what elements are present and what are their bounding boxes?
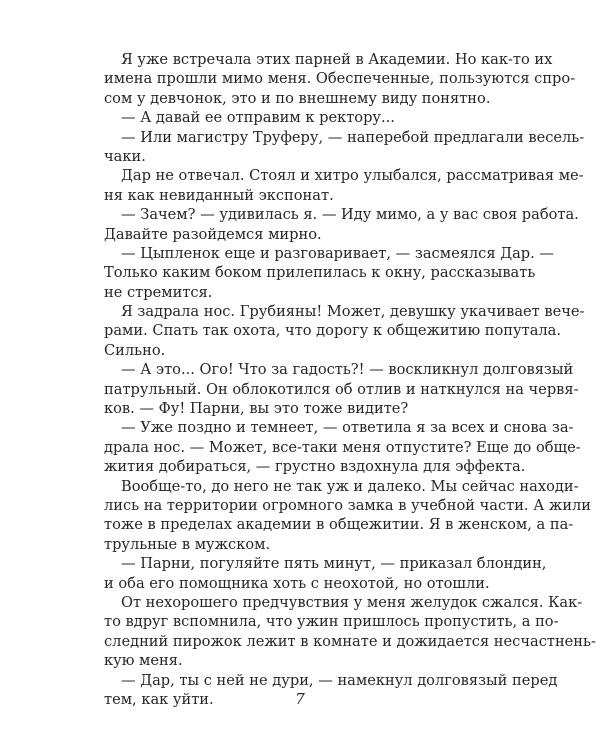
paragraph: [87, 166, 584, 205]
text-line: чаки.: [104, 147, 146, 165]
paragraph: [87, 128, 585, 167]
text-line: жития добираться, — грустно вздохнула для эффекта.: [104, 458, 526, 476]
text-line: драла нос. — Может, все-таки меня отпустите? Еще до обще-: [104, 438, 581, 456]
text-line: рами. Спать так охота, что дорогу к общежитию попутала.: [104, 322, 562, 340]
text-line: сом у девчонок, это и по внешнему виду понятно.: [104, 89, 491, 107]
text-line: и оба его помощника хоть с неохотой, но отошли.: [104, 574, 490, 592]
paragraph: [87, 418, 581, 476]
text-line: лись на территории огромного замка в учебной части. А жили: [104, 496, 592, 514]
text-line: От нехорошего предчувствия у меня желудок сжался. Как-: [121, 593, 583, 611]
page-number: 7: [295, 690, 305, 708]
text-line: — Цыпленок еще и разговаривает, — засмеялся Дар. —: [121, 244, 554, 262]
paragraph: [87, 593, 596, 671]
body-text: [87, 50, 596, 709]
text-line: Вообще-то, до него не так уж и далеко. Мы сейчас находи-: [121, 477, 579, 495]
text-line: имена прошли мимо меня. Обеспеченные, пользуются спро-: [104, 70, 576, 88]
text-line: то вдруг вспомнила, что ужин пришлось пропустить, а по-: [104, 613, 559, 631]
text-line: — Уже поздно и темнеет, — ответила я за всех и снова за-: [121, 419, 574, 437]
text-line: ня как невиданный экспонат.: [104, 186, 334, 204]
paragraph: [87, 302, 585, 360]
text-line: ков. — Фу! Парни, вы это тоже видите?: [104, 400, 409, 418]
paragraph: [87, 360, 579, 418]
text-line: Дар не отвечал. Стоял и хитро улыбался, рассматривая ме-: [121, 167, 584, 185]
paragraph: [87, 554, 547, 593]
text-line: кую меня.: [104, 652, 183, 670]
paragraph: [87, 50, 576, 108]
text-line: Только каким боком прилепилась к окну, рассказывать: [104, 264, 536, 282]
text-line: Давайте разойдемся мирно.: [104, 225, 322, 243]
text-line: Сильно.: [104, 341, 166, 359]
text-line: трульные в мужском.: [104, 535, 271, 553]
paragraph: [87, 244, 554, 302]
text-line: — Или магистру Труферу, — наперебой предлагали весель-: [121, 128, 585, 146]
text-line: тоже в пределах академии в общежитии. Я в женском, а па-: [104, 516, 574, 534]
text-line: Я задрала нос. Грубияны! Может, девушку укачивает вече-: [121, 303, 585, 321]
text-line: — А давай ее отправим к ректору...: [121, 109, 395, 127]
paragraph: [87, 205, 579, 244]
text-line: патрульный. Он облокотился об отлив и наткнулся на червя-: [104, 380, 579, 398]
text-line: тем, как уйти.: [104, 690, 214, 708]
text-line: не стремится.: [104, 283, 213, 301]
text-line: — Дар, ты с ней не дури, — намекнул долговязый перед: [121, 671, 558, 689]
text-line: — Зачем? — удивилась я. — Иду мимо, а у вас своя работа.: [121, 206, 579, 224]
paragraph: [87, 108, 510, 127]
text-line: следний пирожок лежит в комнате и дожидается несчастнень-: [104, 632, 596, 650]
text-line: — А это... Ого! Что за гадость?! — воскликнул долговязый: [121, 361, 574, 379]
text-line: Я уже встречала этих парней в Академии. Но как-то их: [121, 51, 553, 68]
paragraph: [87, 477, 592, 555]
text-line: — Парни, погуляйте пять минут, — приказал блондин,: [121, 555, 547, 573]
